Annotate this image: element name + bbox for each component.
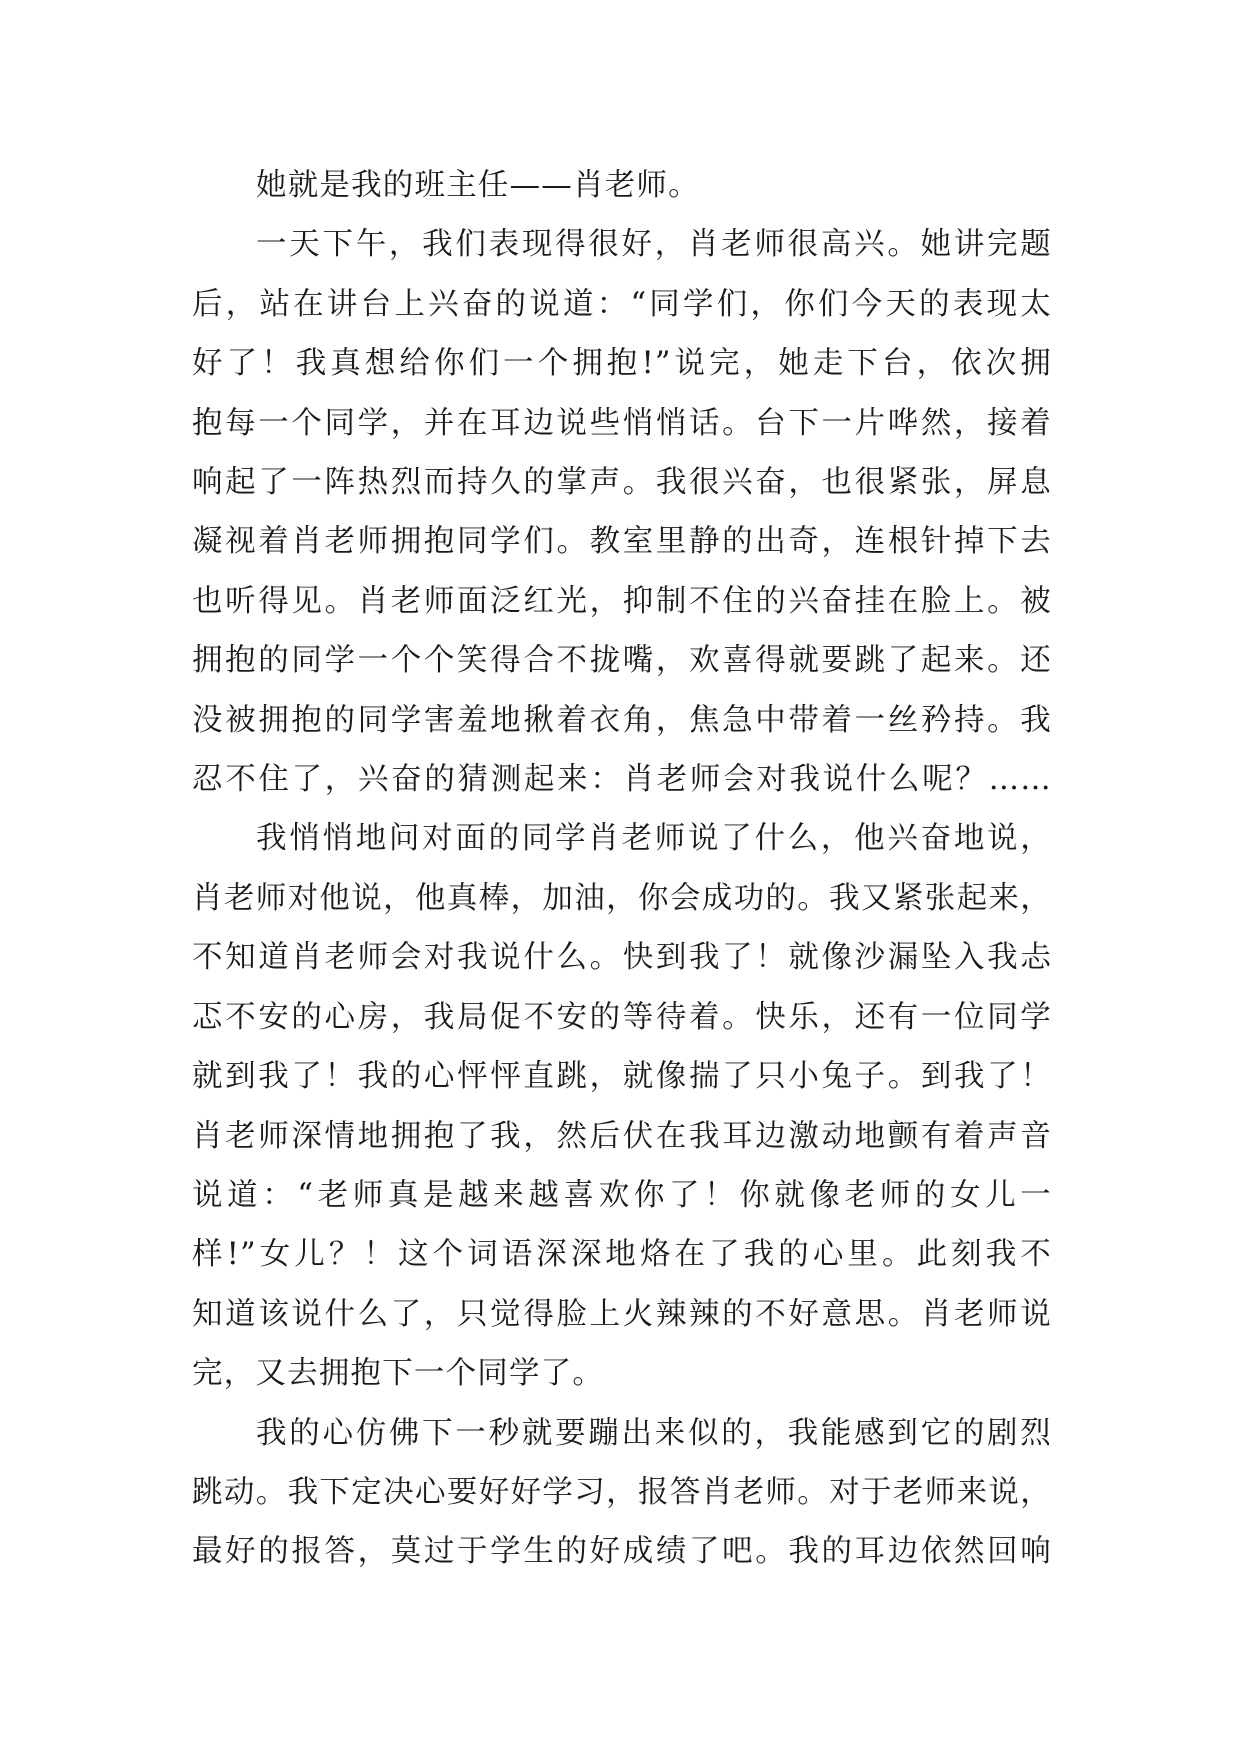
text-line: 最好的报答，莫过于学生的好成绩了吧。我的耳边依然回响 bbox=[192, 1534, 1052, 1570]
text-line: 拥抱的同学一个个笑得合不拢嘴，欢喜得就要跳了起来。还 bbox=[192, 643, 1052, 679]
text-line: 响起了一阵热烈而持久的掌声。我很兴奋，也很紧张，屏息 bbox=[192, 465, 1052, 501]
text-line: 忑不安的心房，我局促不安的等待着。快乐，还有一位同学 bbox=[192, 999, 1052, 1035]
text-line: 知道该说什么了，只觉得脸上火辣辣的不好意思。肖老师说 bbox=[192, 1296, 1052, 1332]
paragraph-2 bbox=[192, 215, 1052, 809]
text-line: 后，站在讲台上兴奋的说道：“同学们，你们今天的表现太 bbox=[192, 286, 1052, 322]
paragraph-1 bbox=[192, 156, 1052, 215]
text-line: 没被拥抱的同学害羞地揪着衣角，焦急中带着一丝矜持。我 bbox=[192, 702, 1052, 738]
text-line: 说道：“老师真是越来越喜欢你了！你就像老师的女儿一 bbox=[192, 1177, 1052, 1213]
text-line: 我的心仿佛下一秒就要蹦出来似的，我能感到它的剧烈 bbox=[256, 1415, 1052, 1451]
text-line: 也听得见。肖老师面泛红光，抑制不住的兴奋挂在脸上。被 bbox=[192, 583, 1052, 619]
paragraph-4 bbox=[192, 1404, 1052, 1582]
text-line: 好了！我真想给你们一个拥抱!”说完，她走下台，依次拥 bbox=[192, 346, 1052, 382]
text-line: 不知道肖老师会对我说什么。快到我了！就像沙漏坠入我忐 bbox=[192, 940, 1052, 976]
text-line: 就到我了！我的心怦怦直跳，就像揣了只小兔子。到我了！ bbox=[192, 1059, 1052, 1095]
text-line: 完，又去拥抱下一个同学了。 bbox=[192, 1356, 605, 1392]
text-line: 样!”女儿？！这个词语深深地烙在了我的心里。此刻我不 bbox=[192, 1237, 1052, 1273]
text-line: 凝视着肖老师拥抱同学们。教室里静的出奇，连根针掉下去 bbox=[192, 524, 1052, 560]
text-line: 忍不住了，兴奋的猜测起来：肖老师会对我说什么呢？…… bbox=[192, 762, 1052, 798]
text-line: 肖老师深情地拥抱了我，然后伏在我耳边激动地颤有着声音 bbox=[192, 1118, 1052, 1154]
paragraph-3 bbox=[192, 809, 1052, 1403]
document-body bbox=[192, 156, 1052, 1582]
text-line: 一天下午，我们表现得很好，肖老师很高兴。她讲完题 bbox=[256, 227, 1052, 263]
text-line: 她就是我的班主任——肖老师。 bbox=[256, 168, 700, 203]
text-line: 抱每一个同学，并在耳边说些悄悄话。台下一片哗然，接着 bbox=[192, 405, 1052, 441]
text-line: 我悄悄地问对面的同学肖老师说了什么，他兴奋地说， bbox=[256, 821, 1052, 857]
text-line: 肖老师对他说，他真棒，加油，你会成功的。我又紧张起来， bbox=[192, 880, 1052, 916]
text-line: 跳动。我下定决心要好好学习，报答肖老师。对于老师来说， bbox=[192, 1474, 1052, 1510]
